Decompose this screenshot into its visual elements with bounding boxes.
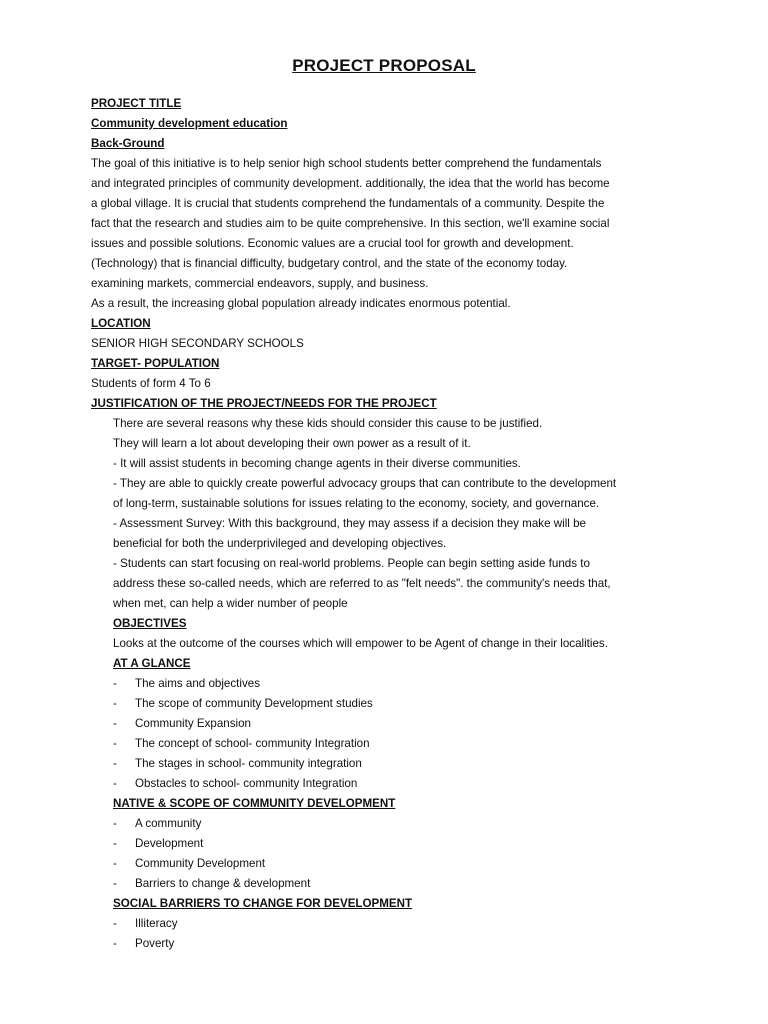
background-heading: Back-Ground bbox=[91, 137, 165, 150]
justification-line: beneficial for both the underprivileged and developing objectives. bbox=[113, 537, 447, 550]
list-item bbox=[91, 694, 677, 714]
list-item-text: Development bbox=[135, 837, 204, 850]
bullet-dash: - bbox=[113, 697, 117, 710]
list-item bbox=[91, 914, 677, 934]
background-line: (Technology) that is financial difficulty, budgetary control, and the state of the economy today. bbox=[91, 257, 568, 270]
target-heading: TARGET- POPULATION bbox=[91, 357, 220, 370]
background-line: examining markets, commercial endeavors, supply, and business. bbox=[91, 277, 429, 290]
justification-line: address these so-called needs, which are referred to as "felt needs". the community's needs that, bbox=[113, 577, 611, 590]
list-item bbox=[91, 734, 677, 754]
glance-heading: AT A GLANCE bbox=[113, 657, 191, 670]
justification-line: - Assessment Survey: With this background, they may assess if a decision they make will be bbox=[113, 517, 586, 530]
list-item bbox=[91, 774, 677, 794]
native-heading: NATIVE & SCOPE OF COMMUNITY DEVELOPMENT bbox=[113, 797, 396, 810]
bullet-dash: - bbox=[113, 737, 117, 750]
background-line: As a result, the increasing global population already indicates enormous potential. bbox=[91, 297, 511, 310]
justification-line: of long-term, sustainable solutions for issues relating to the economy, society, and governance. bbox=[113, 497, 600, 510]
project-title-value: Community development education bbox=[91, 117, 288, 130]
bullet-dash: - bbox=[113, 877, 117, 890]
bullet-dash: - bbox=[113, 857, 117, 870]
list-item-text: The scope of community Development studies bbox=[135, 697, 373, 710]
list-item-text: Illiteracy bbox=[135, 917, 178, 930]
background-line: issues and possible solutions. Economic values are a crucial tool for growth and development. bbox=[91, 237, 574, 250]
list-item bbox=[91, 674, 677, 694]
bullet-dash: - bbox=[113, 677, 117, 690]
background-line: The goal of this initiative is to help senior high school students better comprehend the fundamentals bbox=[91, 157, 602, 170]
list-item bbox=[91, 714, 677, 734]
justification-line: - It will assist students in becoming change agents in their diverse communities. bbox=[113, 457, 521, 470]
justification-line: when met, can help a wider number of people bbox=[113, 597, 348, 610]
justification-heading: JUSTIFICATION OF THE PROJECT/NEEDS FOR THE PROJECT bbox=[91, 397, 437, 410]
background-line: a global village. It is crucial that students comprehend the fundamentals of a community. Despite the bbox=[91, 197, 605, 210]
objectives-heading: OBJECTIVES bbox=[113, 617, 187, 630]
bullet-dash: - bbox=[113, 817, 117, 830]
list-item bbox=[91, 934, 677, 954]
target-value: Students of form 4 To 6 bbox=[91, 377, 211, 390]
list-item-text: The stages in school- community integration bbox=[135, 757, 362, 770]
document-body bbox=[91, 94, 677, 954]
list-item-text: Poverty bbox=[135, 937, 175, 950]
list-item-text: The aims and objectives bbox=[135, 677, 261, 690]
background-line: fact that the research and studies aim to be quite comprehensive. In this section, we'll examine social bbox=[91, 217, 610, 230]
list-item bbox=[91, 754, 677, 774]
objectives-text: Looks at the outcome of the courses which will empower to be Agent of change in their localities. bbox=[113, 637, 608, 650]
bullet-dash: - bbox=[113, 837, 117, 850]
list-item-text: The concept of school- community Integration bbox=[135, 737, 370, 750]
bullet-dash: - bbox=[113, 937, 117, 950]
justification-line: They will learn a lot about developing their own power as a result of it. bbox=[113, 437, 471, 450]
location-heading: LOCATION bbox=[91, 317, 151, 330]
document-title: PROJECT PROPOSAL bbox=[292, 56, 476, 75]
list-item-text: A community bbox=[135, 817, 202, 830]
bullet-dash: - bbox=[113, 777, 117, 790]
background-line: and integrated principles of community development. additionally, the idea that the world has become bbox=[91, 177, 610, 190]
justification-line: There are several reasons why these kids should consider this cause to be justified. bbox=[113, 417, 543, 430]
list-item-text: Community Development bbox=[135, 857, 266, 870]
list-item bbox=[91, 814, 677, 834]
barriers-heading: SOCIAL BARRIERS TO CHANGE FOR DEVELOPMENT bbox=[113, 897, 413, 910]
justification-line: - Students can start focusing on real-world problems. People can begin setting aside funds to bbox=[113, 557, 590, 570]
project-title-heading: PROJECT TITLE bbox=[91, 97, 182, 110]
location-value: SENIOR HIGH SECONDARY SCHOOLS bbox=[91, 337, 304, 350]
list-item-text: Obstacles to school- community Integration bbox=[135, 777, 358, 790]
list-item-text: Community Expansion bbox=[135, 717, 251, 730]
bullet-dash: - bbox=[113, 717, 117, 730]
bullet-dash: - bbox=[113, 757, 117, 770]
list-item-text: Barriers to change & development bbox=[135, 877, 311, 890]
bullet-dash: - bbox=[113, 917, 117, 930]
list-item bbox=[91, 834, 677, 854]
list-item bbox=[91, 854, 677, 874]
list-item bbox=[91, 874, 677, 894]
justification-line: - They are able to quickly create powerful advocacy groups that can contribute to the development bbox=[113, 477, 617, 490]
